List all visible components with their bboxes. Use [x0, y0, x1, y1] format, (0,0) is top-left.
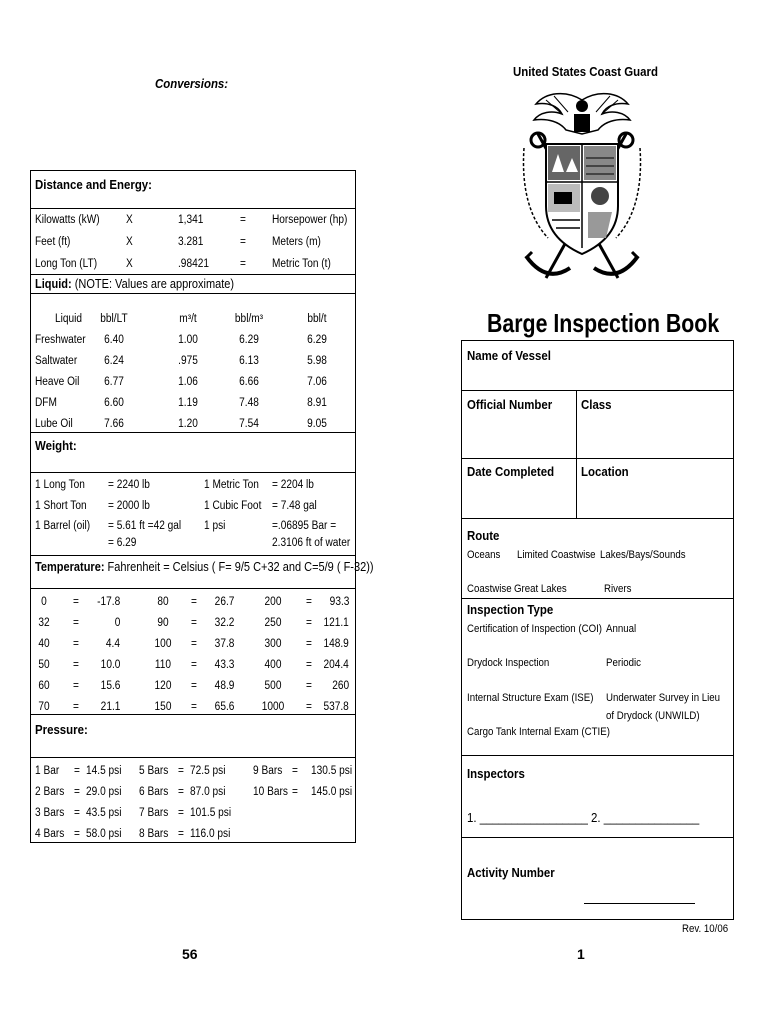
distance-cell: Metric Ton (t) — [272, 258, 331, 270]
distance-cell: Horsepower (hp) — [272, 214, 348, 226]
route-heading: Route — [467, 528, 500, 543]
temperature-cell: = — [73, 638, 79, 650]
conversions-title: Conversions: — [155, 76, 229, 91]
pressure-cell: 9 Bars — [253, 765, 283, 777]
temperature-cell: 43.3 — [214, 659, 234, 671]
weight-r2b: = 2000 lb — [108, 500, 150, 512]
distance-cell: Kilowatts (kW) — [35, 214, 100, 226]
weight-heading: Weight: — [35, 438, 77, 453]
type-annual[interactable]: Annual — [606, 623, 637, 635]
temperature-cell: 60 — [38, 680, 50, 692]
weight-r1c: 1 Metric Ton — [204, 479, 259, 491]
pressure-cell: 10 Bars — [253, 786, 288, 798]
temperature-cell: -17.8 — [96, 596, 120, 608]
temperature-cell: 21.1 — [100, 701, 120, 713]
pressure-cell: 29.0 psi — [86, 786, 122, 798]
type-coi[interactable]: Certification of Inspection (COI) — [467, 623, 603, 635]
distance-cell: = — [240, 236, 246, 248]
distance-cell: Long Ton (LT) — [35, 258, 98, 270]
liquid-value: 6.29 — [239, 334, 259, 346]
liquid-value: 6.40 — [104, 334, 124, 346]
pressure-cell: 14.5 psi — [86, 765, 122, 777]
pressure-cell: = — [178, 828, 184, 840]
pressure-cell: 8 Bars — [139, 828, 169, 840]
temperature-heading: Temperature: Fahrenheit = Celsius ( F= 9/5 C+32 and C=5/9 ( F-32)) — [35, 560, 374, 574]
temperature-cell: = — [306, 701, 312, 713]
pressure-cell: 58.0 psi — [86, 828, 122, 840]
route-rivers[interactable]: Rivers — [604, 583, 632, 595]
liquid-value: 6.60 — [104, 397, 124, 409]
liquid-value: 6.29 — [307, 334, 327, 346]
pressure-cell: = — [74, 765, 80, 777]
temperature-cell: 70 — [38, 701, 50, 713]
temperature-cell: 150 — [154, 701, 172, 713]
liquid-value: 7.66 — [104, 418, 124, 430]
temperature-cell: 250 — [264, 617, 282, 629]
weight-r2d: = 7.48 gal — [272, 500, 317, 512]
activity-number-label: Activity Number — [467, 865, 555, 880]
distance-cell: = — [240, 214, 246, 226]
distance-cell: X — [126, 258, 133, 270]
type-ise[interactable]: Internal Structure Exam (ISE) — [467, 692, 594, 704]
distance-heading: Distance and Energy: — [35, 177, 152, 192]
pressure-cell: 116.0 psi — [190, 828, 231, 840]
book-title: Barge Inspection Book — [487, 308, 720, 338]
liquid-name: DFM — [35, 397, 57, 409]
weight-r3c: 1 psi — [204, 520, 226, 532]
temperature-cell: 93.3 — [329, 596, 349, 608]
pressure-cell: = — [292, 786, 298, 798]
route-coastwise[interactable]: Coastwise — [467, 583, 512, 595]
temperature-cell: 0 — [41, 596, 47, 608]
liquid-value: 7.54 — [239, 418, 259, 430]
route-lakes-bays-sounds[interactable]: Lakes/Bays/Sounds — [600, 549, 686, 561]
distance-cell: .98421 — [178, 258, 209, 270]
liquid-name: Freshwater — [35, 334, 86, 346]
weight-r3b2: = 6.29 — [108, 537, 137, 549]
date-completed-label: Date Completed — [467, 464, 555, 479]
temperature-cell: 80 — [157, 596, 169, 608]
liquid-value: 1.06 — [178, 376, 198, 388]
pressure-cell: = — [74, 807, 80, 819]
class-label: Class — [581, 397, 612, 412]
temperature-cell: 4.4 — [105, 638, 120, 650]
pressure-cell: 3 Bars — [35, 807, 65, 819]
temperature-cell: = — [306, 659, 312, 671]
pressure-cell: 101.5 psi — [190, 807, 232, 819]
route-oceans[interactable]: Oceans — [467, 549, 501, 561]
pressure-heading: Pressure: — [35, 722, 88, 737]
temperature-cell: 1000 — [261, 701, 285, 713]
distance-cell: 1,341 — [178, 214, 204, 226]
liquid-value: 8.91 — [307, 397, 327, 409]
liquid-value: 6.13 — [239, 355, 259, 367]
liquid-value: .975 — [178, 355, 198, 367]
liquid-value: 1.00 — [178, 334, 198, 346]
pressure-cell: = — [292, 765, 298, 777]
pressure-cell: = — [178, 786, 184, 798]
temperature-cell: 110 — [154, 659, 172, 671]
temperature-cell: 300 — [264, 638, 282, 650]
temperature-cell: = — [191, 701, 197, 713]
temperature-cell: 50 — [38, 659, 50, 671]
liquid-value: 6.24 — [104, 355, 124, 367]
pressure-cell: 1 Bar — [35, 765, 60, 777]
temperature-cell: 120 — [154, 680, 172, 692]
liquid-name: Lube Oil — [35, 418, 73, 430]
temperature-cell: = — [191, 596, 197, 608]
liquid-value: 1.19 — [178, 397, 198, 409]
inspection-type-heading: Inspection Type — [467, 602, 554, 617]
liquid-header: Liquid — [55, 313, 83, 325]
temperature-cell: 48.9 — [214, 680, 234, 692]
pressure-cell: = — [178, 765, 184, 777]
uscg-seal-icon — [518, 88, 646, 290]
pressure-cell: 87.0 psi — [190, 786, 226, 798]
distance-cell: = — [240, 258, 246, 270]
temperature-cell: 148.9 — [323, 638, 349, 650]
temperature-cell: 0 — [114, 617, 120, 629]
org-name: United States Coast Guard — [513, 64, 658, 79]
pressure-cell: 5 Bars — [139, 765, 169, 777]
inspectors-heading: Inspectors — [467, 766, 525, 781]
pressure-cell: 2 Bars — [35, 786, 65, 798]
weight-r3d: =.06895 Bar = — [272, 520, 337, 532]
pressure-cell: 72.5 psi — [190, 765, 226, 777]
temperature-cell: 10.0 — [100, 659, 120, 671]
weight-r3d2: 2.3106 ft of water — [272, 537, 351, 549]
liquid-header: bbl/t — [307, 313, 327, 325]
location-label: Location — [581, 464, 629, 479]
liquid-header: bbl/m³ — [234, 313, 264, 325]
distance-cell: Feet (ft) — [35, 236, 71, 248]
temperature-cell: 204.4 — [323, 659, 349, 671]
temperature-cell: = — [191, 659, 197, 671]
liquid-name: Saltwater — [35, 355, 78, 367]
official-number-label: Official Number — [467, 397, 553, 412]
distance-cell: 3.281 — [178, 236, 204, 248]
weight-r1b: = 2240 lb — [108, 479, 150, 491]
liquid-heading: Liquid: (NOTE: Values are approximate) — [35, 277, 235, 291]
pressure-cell: = — [74, 786, 80, 798]
temperature-cell: 537.8 — [323, 701, 349, 713]
route-great-lakes[interactable]: Great Lakes — [514, 583, 567, 595]
pressure-cell: 145.0 psi — [311, 786, 353, 798]
liquid-value: 6.77 — [104, 376, 124, 388]
temperature-cell: 500 — [264, 680, 282, 692]
temperature-cell: = — [191, 680, 197, 692]
weight-r1d: = 2204 lb — [272, 479, 314, 491]
temperature-cell: 400 — [264, 659, 282, 671]
temperature-cell: 32 — [38, 617, 50, 629]
temperature-cell: = — [306, 596, 312, 608]
left-page-number: 56 — [182, 946, 198, 962]
temperature-cell: = — [306, 638, 312, 650]
pressure-cell: = — [74, 828, 80, 840]
temperature-cell: 40 — [38, 638, 50, 650]
revision-label: Rev. 10/06 — [682, 923, 729, 935]
temperature-cell: 121.1 — [323, 617, 349, 629]
weight-r2a: 1 Short Ton — [35, 500, 87, 512]
weight-r3a: 1 Barrel (oil) — [35, 520, 91, 532]
temperature-cell: 200 — [264, 596, 282, 608]
temperature-cell: = — [73, 680, 79, 692]
inspectors-line[interactable]: 1. _________________ 2. _______________ — [467, 810, 700, 825]
temperature-cell: 100 — [154, 638, 172, 650]
distance-cell: Meters (m) — [272, 236, 321, 248]
temperature-cell: 90 — [157, 617, 169, 629]
liquid-value: 7.06 — [307, 376, 327, 388]
activity-number-line[interactable] — [584, 903, 695, 904]
weight-r2c: 1 Cubic Foot — [204, 500, 262, 512]
type-ctie[interactable]: Cargo Tank Internal Exam (CTIE) — [467, 726, 610, 738]
type-drydock[interactable]: Drydock Inspection — [467, 657, 550, 669]
temperature-cell: = — [191, 617, 197, 629]
pressure-cell: 7 Bars — [139, 807, 169, 819]
type-unwild-line2[interactable]: of Drydock (UNWILD) — [606, 710, 700, 722]
distance-cell: X — [126, 236, 133, 248]
temperature-cell: 26.7 — [214, 596, 234, 608]
pressure-cell: 130.5 psi — [311, 765, 353, 777]
right-page-number: 1 — [577, 946, 585, 962]
temperature-cell: 32.2 — [214, 617, 234, 629]
route-limited-coastwise[interactable]: Limited Coastwise — [517, 549, 596, 561]
liquid-name: Heave Oil — [35, 376, 80, 388]
weight-r1a: 1 Long Ton — [35, 479, 85, 491]
liquid-value: 9.05 — [307, 418, 327, 430]
liquid-header: bbl/LT — [100, 313, 128, 325]
name-of-vessel-label: Name of Vessel — [467, 348, 551, 363]
temperature-cell: 65.6 — [214, 701, 234, 713]
temperature-cell: = — [73, 617, 79, 629]
temperature-cell: = — [306, 680, 312, 692]
liquid-header: m³/t — [179, 313, 197, 325]
liquid-value: 7.48 — [239, 397, 259, 409]
liquid-value: 5.98 — [307, 355, 327, 367]
pressure-cell: 43.5 psi — [86, 807, 122, 819]
temperature-cell: = — [73, 596, 79, 608]
pressure-cell: 6 Bars — [139, 786, 169, 798]
liquid-value: 1.20 — [178, 418, 198, 430]
pressure-cell: 4 Bars — [35, 828, 65, 840]
weight-r3b: = 5.61 ft =42 gal — [108, 520, 182, 532]
temperature-cell: 15.6 — [100, 680, 120, 692]
temperature-cell: = — [306, 617, 312, 629]
pressure-cell: = — [178, 807, 184, 819]
distance-cell: X — [126, 214, 133, 226]
type-unwild-line1[interactable]: Underwater Survey in Lieu — [606, 692, 721, 704]
temperature-cell: = — [191, 638, 197, 650]
temperature-cell: 37.8 — [214, 638, 234, 650]
temperature-cell: = — [73, 659, 79, 671]
type-periodic[interactable]: Periodic — [606, 657, 641, 669]
temperature-cell: = — [73, 701, 79, 713]
temperature-cell: 260 — [332, 680, 349, 692]
liquid-value: 6.66 — [239, 376, 259, 388]
